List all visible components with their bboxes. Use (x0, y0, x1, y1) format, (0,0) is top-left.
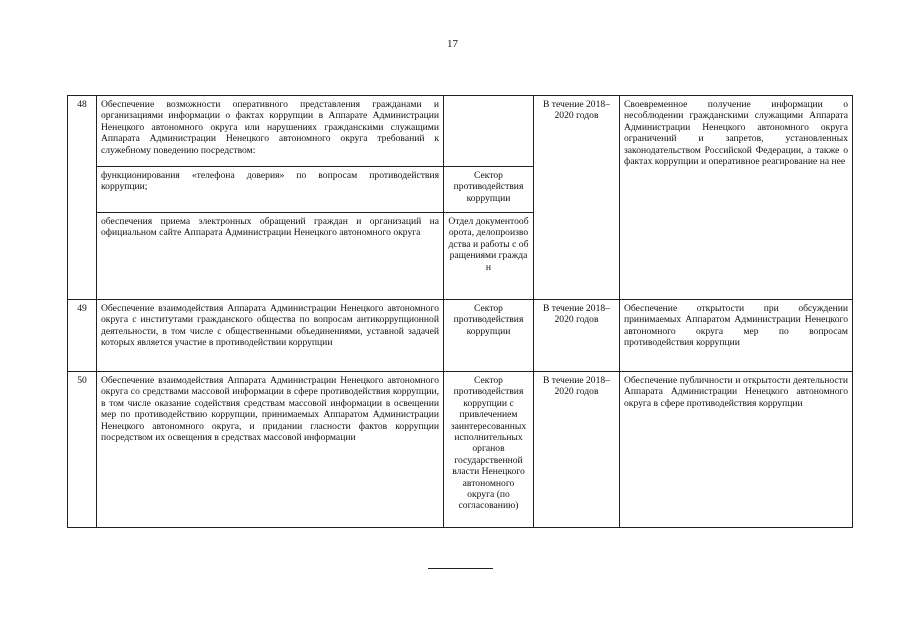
result-cell: Обеспечение открытости при обсуждении принимаемых Аппаратом Администрации Ненецкого автономного округа мер по вопросам противодействия коррупции (620, 300, 853, 372)
row-number: 50 (68, 372, 97, 528)
measures-table (67, 95, 853, 528)
measure-cell: Обеспечение взаимодействия Аппарата Администрации Ненецкого автономного округа с институтами гражданского общества по вопросам антикоррупционной деятельности, в том числе с общественными объединениями, уставной задачей которых является участие в противодействии коррупции (97, 300, 444, 372)
table-row (68, 96, 853, 167)
executor-text: Отдел документооборота, делопроизводства и работы с обращениями граждан (448, 216, 529, 273)
period-cell: В течение 2018–2020 годов (534, 300, 620, 372)
row-number: 48 (68, 96, 97, 300)
executor-cell (444, 213, 534, 300)
measure-cell: Обеспечение возможности оперативного представления гражданами и организациями информации о фактах коррупции в Аппарате Администрации Ненецкого автономного округа или нарушениях гражданскими служащими Аппарата Администрации Ненецкого автономного округа требований к служебному поведению посредством: (97, 96, 444, 167)
row-number: 49 (68, 300, 97, 372)
page-number: 17 (447, 38, 458, 50)
measure-cell: Обеспечение взаимодействия Аппарата Администрации Ненецкого автономного округа со средствами массовой информации в сфере противодействия коррупции, в том числе оказание содействия средствам массовой информации в освещении мер по противодействию коррупции, принимаемых Аппаратом Администрации Ненецкого автономного округа, и придании гласности фактов коррупции посредством их освещения в средствах массовой информации (97, 372, 444, 528)
period-cell: В течение 2018–2020 годов (534, 372, 620, 528)
period-cell: В течение 2018–2020 годов (534, 96, 620, 300)
footer-divider (428, 568, 493, 569)
table-row (68, 372, 853, 528)
executor-cell: Сектор противодействия коррупции (444, 167, 534, 213)
result-cell: Своевременное получение информации о несоблюдении гражданскими служащими Аппарата Администрации Ненецкого автономного округа ограничений и запретов, установленных законодательством Российской Федерации, а также о фактах коррупции и оперативное реагирование на нее (620, 96, 853, 300)
result-cell: Обеспечение публичности и открытости деятельности Аппарата Администрации Ненецкого автономного округа в сфере противодействия коррупции (620, 372, 853, 528)
executor-cell (444, 96, 534, 167)
table-row (68, 300, 853, 372)
measure-cell: обеспечения приема электронных обращений граждан и организаций на официальном сайте Аппарата Администрации Ненецкого автономного округа (97, 213, 444, 300)
executor-cell: Сектор противодействия коррупции (444, 300, 534, 372)
executor-cell: Сектор противодействия коррупции с привлечением заинтересованных исполнительных органов государственной власти Ненецкого автономного округа (по согласованию) (444, 372, 534, 528)
measure-cell: функционирования «телефона доверия» по вопросам противодействия коррупции; (97, 167, 444, 213)
